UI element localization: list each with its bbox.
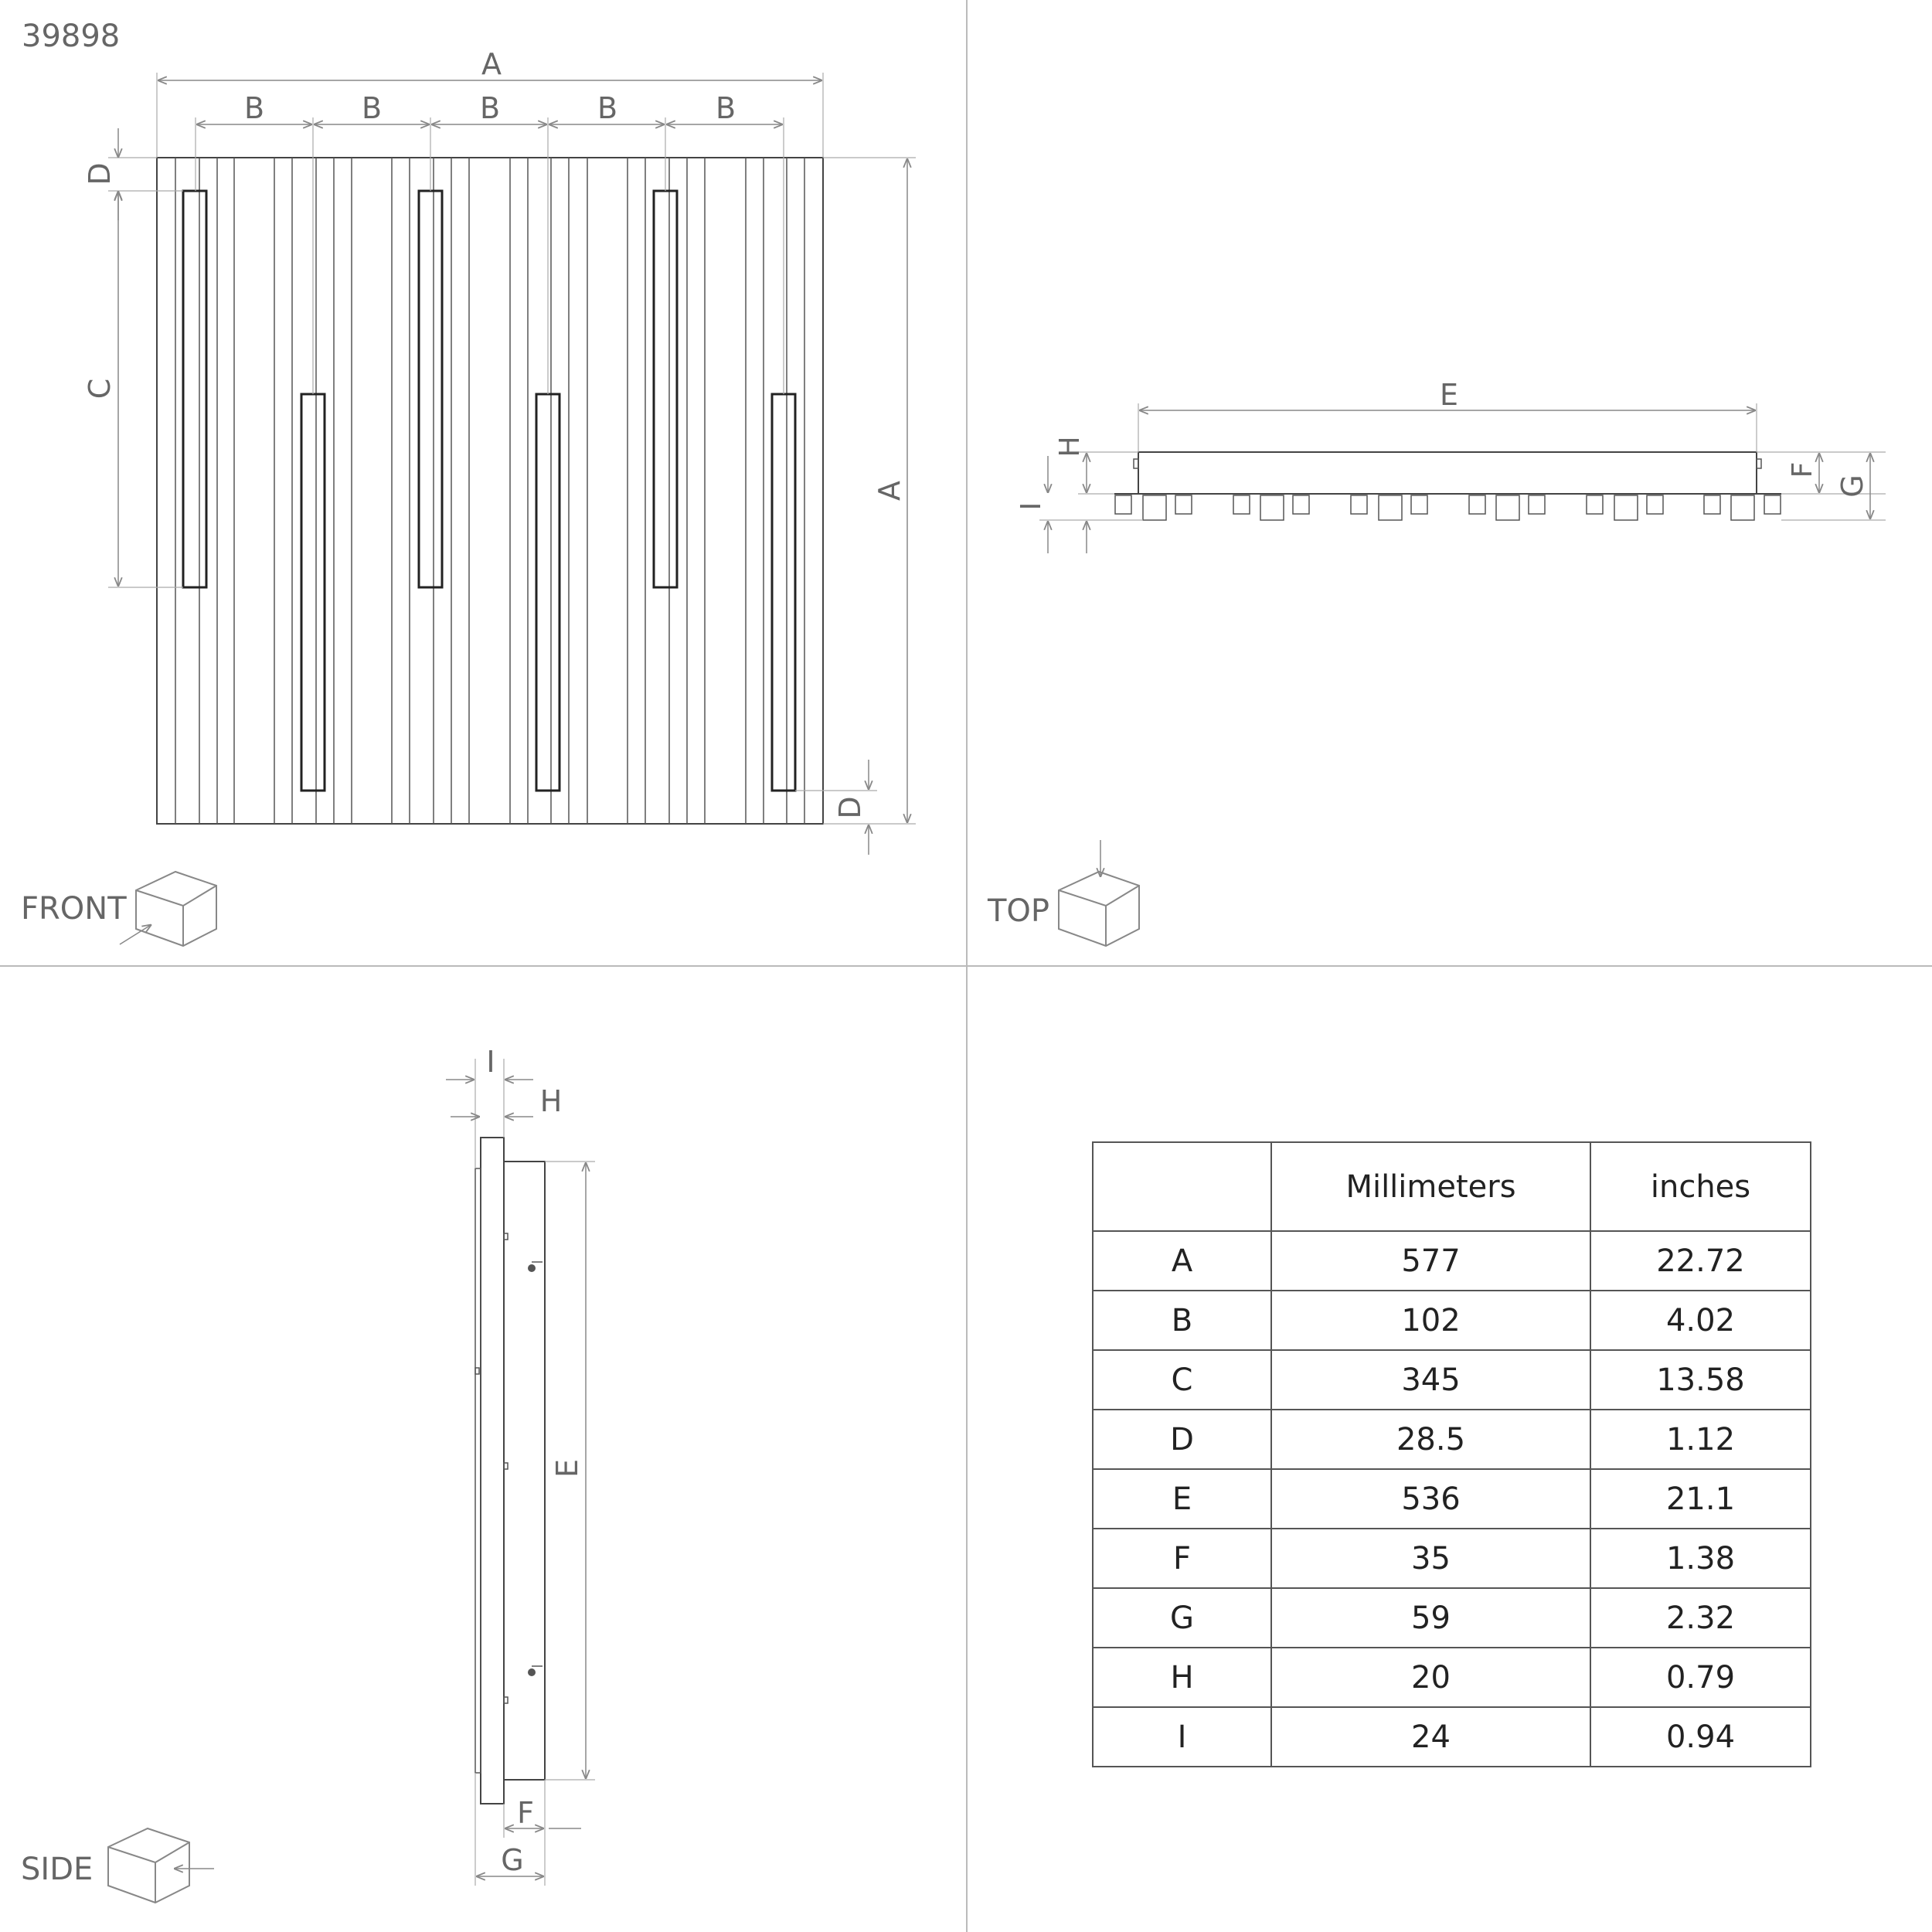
front-view-label: FRONT <box>21 891 127 927</box>
header-inches: inches <box>1590 1142 1811 1231</box>
row-mm: 59 <box>1271 1588 1590 1648</box>
row-label: C <box>1093 1350 1271 1410</box>
dim-label-b-3: B <box>479 91 501 125</box>
front-view <box>21 47 916 946</box>
dim-lines-b <box>196 117 784 394</box>
dim-label-f-top: F <box>1787 461 1818 478</box>
table-row <box>1093 1291 1811 1350</box>
dim-label-b-1: B <box>243 91 265 125</box>
table-corner-cell <box>1093 1142 1271 1231</box>
table-row <box>1093 1231 1811 1291</box>
table-header-row <box>1093 1142 1811 1231</box>
table-row <box>1093 1469 1811 1529</box>
row-in: 0.79 <box>1590 1648 1811 1707</box>
row-in: 1.12 <box>1590 1410 1811 1469</box>
light-bar-5 <box>654 191 677 587</box>
front-light-bars <box>183 191 795 791</box>
dim-label-i-side: I <box>486 1045 495 1079</box>
row-label: E <box>1093 1469 1271 1529</box>
dim-label-b-4: B <box>597 91 618 125</box>
row-mm: 345 <box>1271 1350 1590 1410</box>
top-view-label: TOP <box>988 893 1050 929</box>
table-row <box>1093 1588 1811 1648</box>
dim-label-i-top: I <box>1015 502 1047 511</box>
dim-label-d-top-left: D <box>83 162 117 185</box>
top-slat-blocks <box>1115 495 1781 520</box>
row-in: 13.58 <box>1590 1350 1811 1410</box>
row-mm: 20 <box>1271 1648 1590 1707</box>
dim-label-a-top: A <box>481 47 502 81</box>
front-slat-lines <box>175 158 804 824</box>
dim-label-h-top: H <box>1054 436 1086 457</box>
dim-label-d-bottom-right: D <box>833 796 867 819</box>
front-panel-outline <box>157 158 823 824</box>
dim-label-g-top: G <box>1835 474 1869 498</box>
dimensions-table <box>1092 1141 1811 1767</box>
row-label: A <box>1093 1231 1271 1291</box>
dim-label-a-right: A <box>872 481 906 501</box>
front-view-cube-icon <box>120 872 216 946</box>
top-view-cube-icon <box>1059 840 1139 946</box>
row-label: B <box>1093 1291 1271 1350</box>
light-bar-4 <box>536 394 560 791</box>
side-view-cube-icon <box>108 1828 214 1903</box>
row-mm: 24 <box>1271 1707 1590 1767</box>
dim-label-b-5: B <box>715 91 736 125</box>
side-body <box>504 1162 545 1780</box>
light-bar-6 <box>772 394 795 791</box>
top-view <box>987 378 1886 946</box>
row-mm: 28.5 <box>1271 1410 1590 1469</box>
row-in: 1.38 <box>1590 1529 1811 1588</box>
row-mm: 577 <box>1271 1231 1590 1291</box>
dim-label-e-side: E <box>550 1458 584 1478</box>
light-bar-3 <box>419 191 442 587</box>
row-in: 22.72 <box>1590 1231 1811 1291</box>
row-label: D <box>1093 1410 1271 1469</box>
row-in: 21.1 <box>1590 1469 1811 1529</box>
row-in: 2.32 <box>1590 1588 1811 1648</box>
light-bar-1 <box>183 191 206 587</box>
top-body <box>1138 452 1757 494</box>
dim-label-g-side: G <box>501 1843 524 1877</box>
dim-label-c: C <box>83 378 117 400</box>
side-view-label: SIDE <box>21 1852 94 1887</box>
row-mm: 536 <box>1271 1469 1590 1529</box>
dim-label-e-top: E <box>1439 378 1459 412</box>
dim-label-f-side: F <box>517 1796 534 1830</box>
table-row <box>1093 1707 1811 1767</box>
row-label: H <box>1093 1648 1271 1707</box>
table-row <box>1093 1529 1811 1588</box>
header-millimeters: Millimeters <box>1271 1142 1590 1231</box>
row-mm: 102 <box>1271 1291 1590 1350</box>
light-bar-2 <box>301 394 325 791</box>
row-label: I <box>1093 1707 1271 1767</box>
article-number: 39898 <box>22 19 121 54</box>
dim-label-b-2: B <box>361 91 383 125</box>
side-view <box>21 1045 595 1903</box>
row-in: 0.94 <box>1590 1707 1811 1767</box>
row-in: 4.02 <box>1590 1291 1811 1350</box>
row-label: F <box>1093 1529 1271 1588</box>
side-front-plate <box>481 1138 504 1804</box>
table-row <box>1093 1350 1811 1410</box>
table-row <box>1093 1410 1811 1469</box>
table-row <box>1093 1648 1811 1707</box>
row-label: G <box>1093 1588 1271 1648</box>
row-mm: 35 <box>1271 1529 1590 1588</box>
dim-label-h-side: H <box>539 1084 563 1118</box>
